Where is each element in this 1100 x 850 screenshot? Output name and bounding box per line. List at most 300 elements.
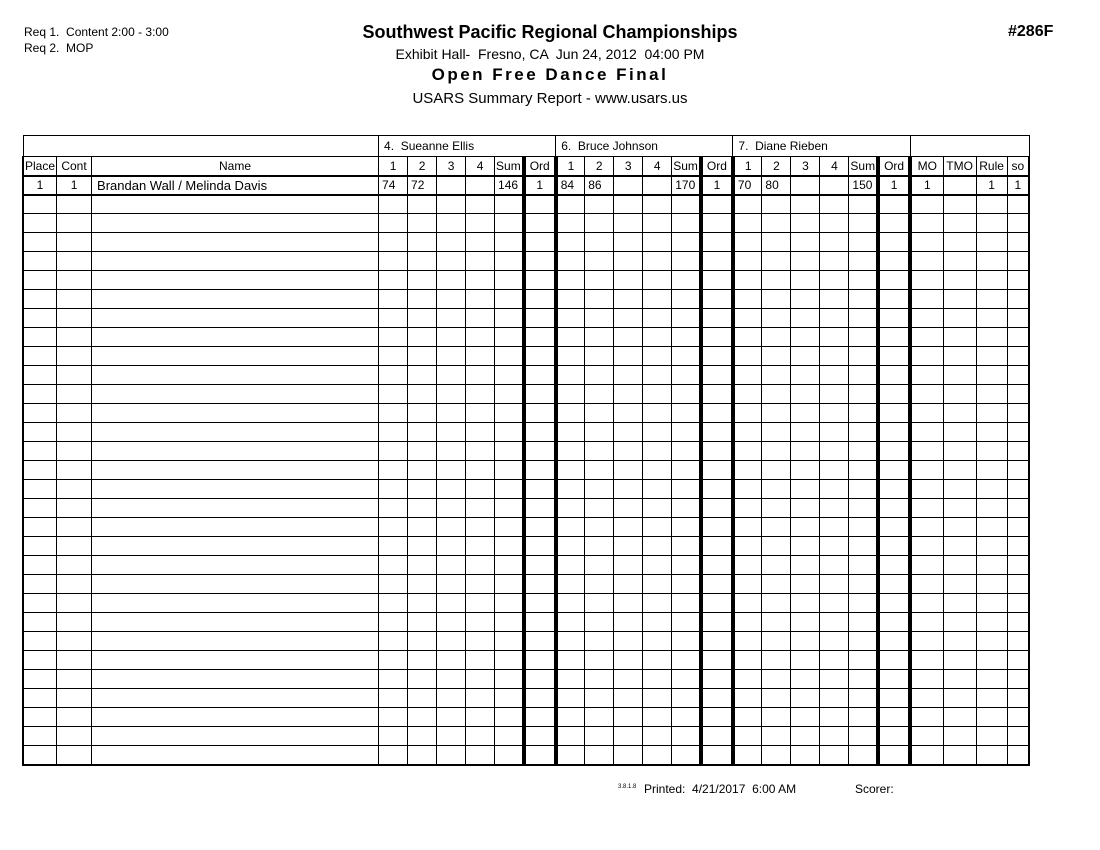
sum-cell — [849, 746, 878, 765]
cont-cell — [57, 689, 92, 708]
mo-cell — [910, 556, 943, 575]
mo-cell — [910, 651, 943, 670]
ord-cell — [878, 366, 910, 385]
sum-cell — [672, 537, 701, 556]
sum-cell — [672, 689, 701, 708]
empty-row — [23, 727, 1029, 746]
empty-row — [23, 746, 1029, 765]
score-cell — [556, 347, 585, 366]
rule-cell — [976, 746, 1007, 765]
place-cell — [23, 556, 57, 575]
ord-cell: 1 — [878, 176, 910, 195]
score-cell — [733, 632, 762, 651]
score-cell — [408, 594, 437, 613]
score-cell — [466, 195, 495, 214]
score-cell — [791, 423, 820, 442]
score-cell — [733, 651, 762, 670]
name-cell — [92, 366, 379, 385]
score-cell — [437, 499, 466, 518]
sum-cell — [495, 347, 524, 366]
ord-cell — [524, 518, 556, 537]
ord-cell — [878, 613, 910, 632]
score-cell — [585, 385, 614, 404]
place-cell — [23, 689, 57, 708]
so-cell — [1007, 613, 1029, 632]
cont-cell — [57, 252, 92, 271]
ord-cell — [878, 195, 910, 214]
score-cell — [762, 347, 791, 366]
so-cell — [1007, 537, 1029, 556]
tmo-cell — [943, 385, 976, 404]
sum-cell — [849, 347, 878, 366]
score-cell — [585, 328, 614, 347]
so-cell — [1007, 233, 1029, 252]
score-cell — [614, 518, 643, 537]
score-cell — [643, 518, 672, 537]
mo-cell: 1 — [910, 176, 943, 195]
sum-cell: 146 — [495, 176, 524, 195]
score-cell — [585, 442, 614, 461]
score-cell — [437, 480, 466, 499]
score-cell — [379, 366, 408, 385]
score-cell — [762, 271, 791, 290]
score-cell — [733, 727, 762, 746]
band-spacer-right — [910, 136, 1029, 157]
score-cell — [614, 195, 643, 214]
score-cell — [762, 385, 791, 404]
so-cell — [1007, 632, 1029, 651]
score-cell — [820, 404, 849, 423]
empty-row — [23, 613, 1029, 632]
score-cell — [408, 537, 437, 556]
score-cell — [643, 651, 672, 670]
name-cell — [92, 499, 379, 518]
score-cell — [556, 689, 585, 708]
rule-cell — [976, 613, 1007, 632]
score-cell — [762, 423, 791, 442]
rule-cell — [976, 366, 1007, 385]
tmo-cell — [943, 613, 976, 632]
score-cell — [556, 499, 585, 518]
score-cell — [437, 708, 466, 727]
ord-cell — [878, 461, 910, 480]
score-cell — [614, 328, 643, 347]
tmo-cell — [943, 404, 976, 423]
score-cell — [791, 461, 820, 480]
score-cell — [466, 252, 495, 271]
sum-cell — [849, 518, 878, 537]
place-cell: 1 — [23, 176, 57, 195]
score-cell — [379, 347, 408, 366]
score-cell — [408, 670, 437, 689]
score-cell — [585, 252, 614, 271]
score-cell — [733, 613, 762, 632]
score-cell: 70 — [733, 176, 762, 195]
score-cell — [820, 423, 849, 442]
score-cell — [733, 252, 762, 271]
rule-cell — [976, 651, 1007, 670]
cont-cell — [57, 613, 92, 632]
score-cell — [466, 670, 495, 689]
ord-cell — [524, 328, 556, 347]
tmo-cell — [943, 575, 976, 594]
score-cell — [733, 233, 762, 252]
sum-cell — [672, 556, 701, 575]
score-cell — [820, 480, 849, 499]
score-cell — [733, 670, 762, 689]
score-cell — [466, 632, 495, 651]
so-cell — [1007, 271, 1029, 290]
empty-row — [23, 385, 1029, 404]
name-cell — [92, 670, 379, 689]
sum-cell — [672, 594, 701, 613]
score-cell — [379, 632, 408, 651]
ord-cell — [524, 746, 556, 765]
ord-cell — [701, 366, 733, 385]
so-cell — [1007, 347, 1029, 366]
rule-cell — [976, 385, 1007, 404]
score-cell — [408, 271, 437, 290]
name-cell — [92, 651, 379, 670]
score-cell — [643, 290, 672, 309]
score-cell — [643, 613, 672, 632]
so-cell — [1007, 423, 1029, 442]
so-cell — [1007, 214, 1029, 233]
ord-cell — [701, 423, 733, 442]
place-cell — [23, 214, 57, 233]
col-header-sum: Sum — [849, 157, 878, 176]
requirement-line-2: Req 2. MOP — [24, 41, 94, 55]
cont-cell — [57, 385, 92, 404]
place-cell — [23, 480, 57, 499]
sum-cell — [495, 385, 524, 404]
ord-cell — [878, 727, 910, 746]
score-cell — [820, 442, 849, 461]
score-cell — [466, 271, 495, 290]
ord-cell — [701, 499, 733, 518]
score-cell — [585, 366, 614, 385]
rule-cell — [976, 252, 1007, 271]
software-version: 3.8.1.8 — [618, 784, 637, 790]
place-cell — [23, 575, 57, 594]
score-cell — [585, 309, 614, 328]
mo-cell — [910, 442, 943, 461]
score-cell — [791, 556, 820, 575]
score-cell — [408, 423, 437, 442]
score-cell — [556, 708, 585, 727]
results-body — [23, 176, 1029, 765]
so-cell — [1007, 461, 1029, 480]
score-cell — [762, 328, 791, 347]
score-cell — [820, 271, 849, 290]
score-cell — [556, 309, 585, 328]
name-cell — [92, 537, 379, 556]
score-cell — [585, 651, 614, 670]
mo-cell — [910, 385, 943, 404]
score-cell — [379, 442, 408, 461]
score-cell — [379, 290, 408, 309]
ord-cell — [701, 442, 733, 461]
score-cell — [762, 727, 791, 746]
score-cell — [556, 727, 585, 746]
sum-cell — [849, 423, 878, 442]
sum-cell — [495, 309, 524, 328]
score-cell — [408, 195, 437, 214]
score-cell — [762, 480, 791, 499]
score-cell — [408, 404, 437, 423]
score-cell — [614, 594, 643, 613]
sum-cell — [672, 385, 701, 404]
place-cell — [23, 366, 57, 385]
ord-cell — [878, 651, 910, 670]
mo-cell — [910, 423, 943, 442]
score-cell — [437, 537, 466, 556]
score-cell — [379, 385, 408, 404]
ord-cell — [878, 423, 910, 442]
score-cell — [820, 556, 849, 575]
sum-cell — [672, 347, 701, 366]
sum-cell — [672, 670, 701, 689]
name-cell — [92, 442, 379, 461]
score-cell — [791, 195, 820, 214]
score-cell — [733, 290, 762, 309]
score-cell — [437, 594, 466, 613]
score-cell — [643, 537, 672, 556]
score-cell — [762, 613, 791, 632]
rule-cell — [976, 290, 1007, 309]
score-cell — [379, 328, 408, 347]
sum-cell — [849, 195, 878, 214]
score-cell — [556, 328, 585, 347]
ord-cell — [701, 271, 733, 290]
rule-cell — [976, 347, 1007, 366]
score-cell — [408, 613, 437, 632]
score-cell — [466, 385, 495, 404]
sum-cell — [849, 651, 878, 670]
score-cell: 74 — [379, 176, 408, 195]
sum-cell — [849, 499, 878, 518]
score-cell — [408, 252, 437, 271]
ord-cell — [878, 518, 910, 537]
place-cell — [23, 328, 57, 347]
score-cell — [643, 385, 672, 404]
score-cell — [408, 746, 437, 765]
col-header-score4: 4 — [643, 157, 672, 176]
score-cell — [791, 518, 820, 537]
sum-cell — [495, 252, 524, 271]
rule-cell — [976, 575, 1007, 594]
score-cell — [614, 556, 643, 575]
score-cell — [762, 366, 791, 385]
score-cell — [820, 537, 849, 556]
sum-cell — [495, 613, 524, 632]
score-cell — [614, 309, 643, 328]
score-cell — [437, 575, 466, 594]
score-cell — [762, 632, 791, 651]
score-cell — [466, 214, 495, 233]
score-cell — [379, 689, 408, 708]
score-cell — [762, 252, 791, 271]
score-cell — [585, 575, 614, 594]
col-header-score2: 2 — [762, 157, 791, 176]
rule-cell — [976, 518, 1007, 537]
ord-cell — [524, 347, 556, 366]
score-cell — [643, 632, 672, 651]
so-cell — [1007, 385, 1029, 404]
name-cell — [92, 309, 379, 328]
ord-cell — [524, 290, 556, 309]
score-cell — [762, 594, 791, 613]
sum-cell — [672, 499, 701, 518]
ord-cell — [878, 442, 910, 461]
ord-cell: 1 — [701, 176, 733, 195]
event-title: Open Free Dance Final — [431, 65, 669, 84]
score-cell — [437, 518, 466, 537]
score-cell — [556, 461, 585, 480]
score-cell — [791, 613, 820, 632]
score-cell — [643, 480, 672, 499]
score-cell — [643, 708, 672, 727]
score-cell: 86 — [585, 176, 614, 195]
score-cell — [733, 347, 762, 366]
ord-cell — [701, 575, 733, 594]
ord-cell — [524, 461, 556, 480]
score-cell — [762, 404, 791, 423]
mo-cell — [910, 366, 943, 385]
name-cell — [92, 233, 379, 252]
score-cell — [643, 556, 672, 575]
rule-cell: 1 — [976, 176, 1007, 195]
score-cell — [791, 347, 820, 366]
score-cell — [733, 423, 762, 442]
rule-cell — [976, 594, 1007, 613]
score-cell — [614, 727, 643, 746]
score-cell — [791, 670, 820, 689]
empty-row — [23, 442, 1029, 461]
rule-cell — [976, 195, 1007, 214]
mo-cell — [910, 727, 943, 746]
empty-row — [23, 689, 1029, 708]
sum-cell — [849, 461, 878, 480]
score-cell — [466, 442, 495, 461]
place-cell — [23, 271, 57, 290]
sum-cell — [849, 214, 878, 233]
score-cell — [437, 632, 466, 651]
score-cell — [437, 461, 466, 480]
mo-cell — [910, 214, 943, 233]
score-cell — [466, 594, 495, 613]
tmo-cell — [943, 518, 976, 537]
score-cell — [379, 195, 408, 214]
score-cell — [643, 347, 672, 366]
ord-cell — [701, 404, 733, 423]
sum-cell — [495, 366, 524, 385]
place-cell — [23, 708, 57, 727]
score-cell — [437, 176, 466, 195]
score-cell — [556, 214, 585, 233]
score-cell — [820, 727, 849, 746]
score-cell — [556, 651, 585, 670]
so-cell — [1007, 556, 1029, 575]
score-cell — [585, 670, 614, 689]
score-cell — [379, 499, 408, 518]
sum-cell — [849, 537, 878, 556]
ord-cell — [701, 480, 733, 499]
cont-cell — [57, 575, 92, 594]
score-cell — [820, 290, 849, 309]
sum-cell — [849, 556, 878, 575]
ord-cell — [524, 252, 556, 271]
tmo-cell — [943, 423, 976, 442]
rule-cell — [976, 480, 1007, 499]
score-cell — [733, 746, 762, 765]
empty-row — [23, 461, 1029, 480]
score-cell — [408, 480, 437, 499]
sum-cell — [849, 404, 878, 423]
score-cell — [585, 594, 614, 613]
score-cell — [585, 290, 614, 309]
sum-cell — [849, 271, 878, 290]
ord-cell — [878, 385, 910, 404]
empty-row — [23, 518, 1029, 537]
score-cell — [379, 480, 408, 499]
tmo-cell — [943, 309, 976, 328]
score-cell — [762, 708, 791, 727]
so-cell — [1007, 689, 1029, 708]
score-cell — [614, 233, 643, 252]
sum-cell — [672, 195, 701, 214]
sum-cell — [849, 480, 878, 499]
ord-cell — [701, 727, 733, 746]
place-cell — [23, 309, 57, 328]
score-cell — [466, 290, 495, 309]
empty-row — [23, 328, 1029, 347]
ord-cell — [878, 328, 910, 347]
sum-cell — [495, 537, 524, 556]
empty-row — [23, 708, 1029, 727]
score-cell — [762, 651, 791, 670]
sum-cell: 170 — [672, 176, 701, 195]
col-header-score1: 1 — [733, 157, 762, 176]
score-cell — [614, 385, 643, 404]
score-cell — [379, 271, 408, 290]
cont-cell — [57, 537, 92, 556]
score-cell — [437, 366, 466, 385]
score-cell — [820, 366, 849, 385]
sum-cell — [495, 689, 524, 708]
score-cell — [556, 442, 585, 461]
score-cell — [820, 594, 849, 613]
so-cell — [1007, 727, 1029, 746]
score-cell — [556, 290, 585, 309]
score-cell — [643, 575, 672, 594]
ord-cell — [701, 309, 733, 328]
score-cell — [437, 689, 466, 708]
results-table — [22, 135, 1030, 766]
score-cell — [791, 290, 820, 309]
name-cell — [92, 423, 379, 442]
event-number: #286F — [1008, 23, 1054, 40]
place-cell — [23, 233, 57, 252]
col-header-score1: 1 — [379, 157, 408, 176]
ord-cell — [701, 651, 733, 670]
ord-cell — [878, 290, 910, 309]
rule-cell — [976, 214, 1007, 233]
score-cell — [791, 252, 820, 271]
name-cell — [92, 214, 379, 233]
score-cell — [556, 195, 585, 214]
name-cell — [92, 480, 379, 499]
